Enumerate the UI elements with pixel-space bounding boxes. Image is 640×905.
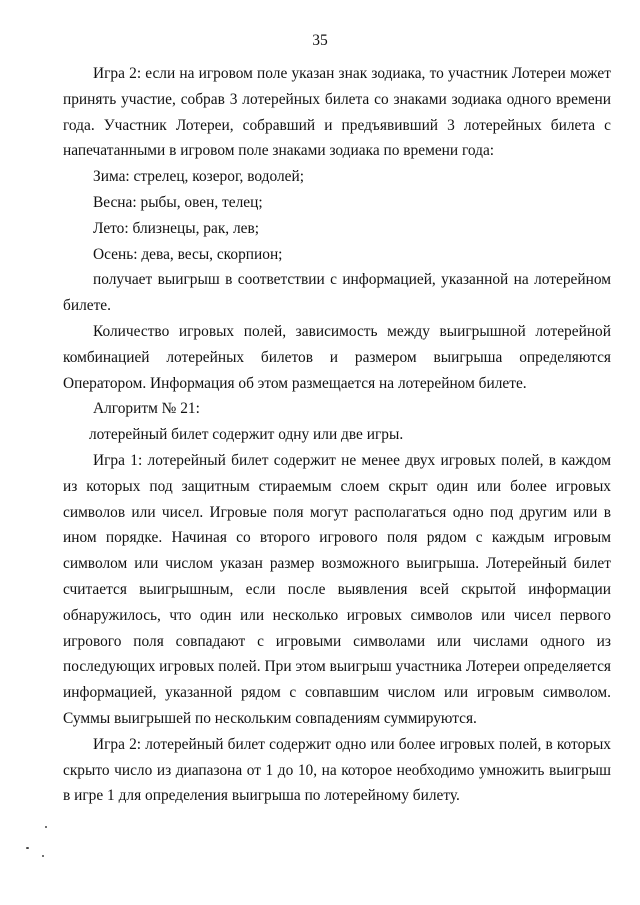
scan-speck: [26, 847, 29, 849]
paragraph-game2-zodiac: Игра 2: если на игровом поле указан знак зодиака, то участник Лотереи может принять участие, собрав 3 лотерейных билета со знаками зодиака одного времени года. Участник Лотереи, собравший и предъявивший 3 лотерейных билета с напечатанными в игровом поле знаками зодиака по времени года:: [63, 65, 611, 160]
scan-speck: [42, 855, 44, 857]
paragraph-game1: Игра 1: лотерейный билет содержит не менее двух игровых полей, в каждом из которых под защитным стираемым слоем скрыт один или более игровых символов или чисел. Игровые поля могут располагаться одно под другим или в ином порядке. Начиная со второго игрового поля рядом с каждым игровым символом или числом указан размер возможного выигрыша. Лотерейный билет считается выигрышным, если после выявления всей скрытой информации обнаружилось, что один или несколько игровых символов или чисел первого игрового поля совпадают с игровыми символами или числами одного из последующих игровых полей. При этом выигрыш участника Лотереи определяется информацией, указанной рядом с совпавшим числом или игровым символом. Суммы выигрышей по нескольким совпадениям суммируются.: [63, 451, 611, 727]
page-number: 35: [312, 32, 328, 49]
paragraph-spring: Весна: рыбы, овен, телец;: [93, 193, 263, 211]
paragraph-summer: Лето: близнецы, рак, лев;: [93, 219, 260, 237]
paragraph-algorithm-21: Алгоритм № 21:: [93, 400, 200, 418]
paragraph-autumn: Осень: дева, весы, скорпион;: [93, 245, 283, 263]
document-body: [63, 61, 611, 809]
paragraph-game-fields-count: Количество игровых полей, зависимость между выигрышной лотерейной комбинацией лотерейных билетов и размером выигрыша определяются Оператором. Информация об этом размещается на лотерейном билете.: [63, 322, 611, 392]
scan-speck: [45, 826, 47, 828]
paragraph-ticket-games: лотерейный билет содержит одну или две игры.: [89, 426, 404, 444]
paragraph-winter: Зима: стрелец, козерог, водолей;: [93, 168, 304, 186]
paragraph-game2-multiplier: Игра 2: лотерейный билет содержит одно или более игровых полей, в которых скрыто число из диапазона от 1 до 10, на которое необходимо умножить выигрыш в игре 1 для определения выигрыша по лотерейному билету.: [63, 735, 611, 805]
paragraph-receives-win: получает выигрыш в соответствии с информацией, указанной на лотерейном билете.: [63, 271, 611, 315]
